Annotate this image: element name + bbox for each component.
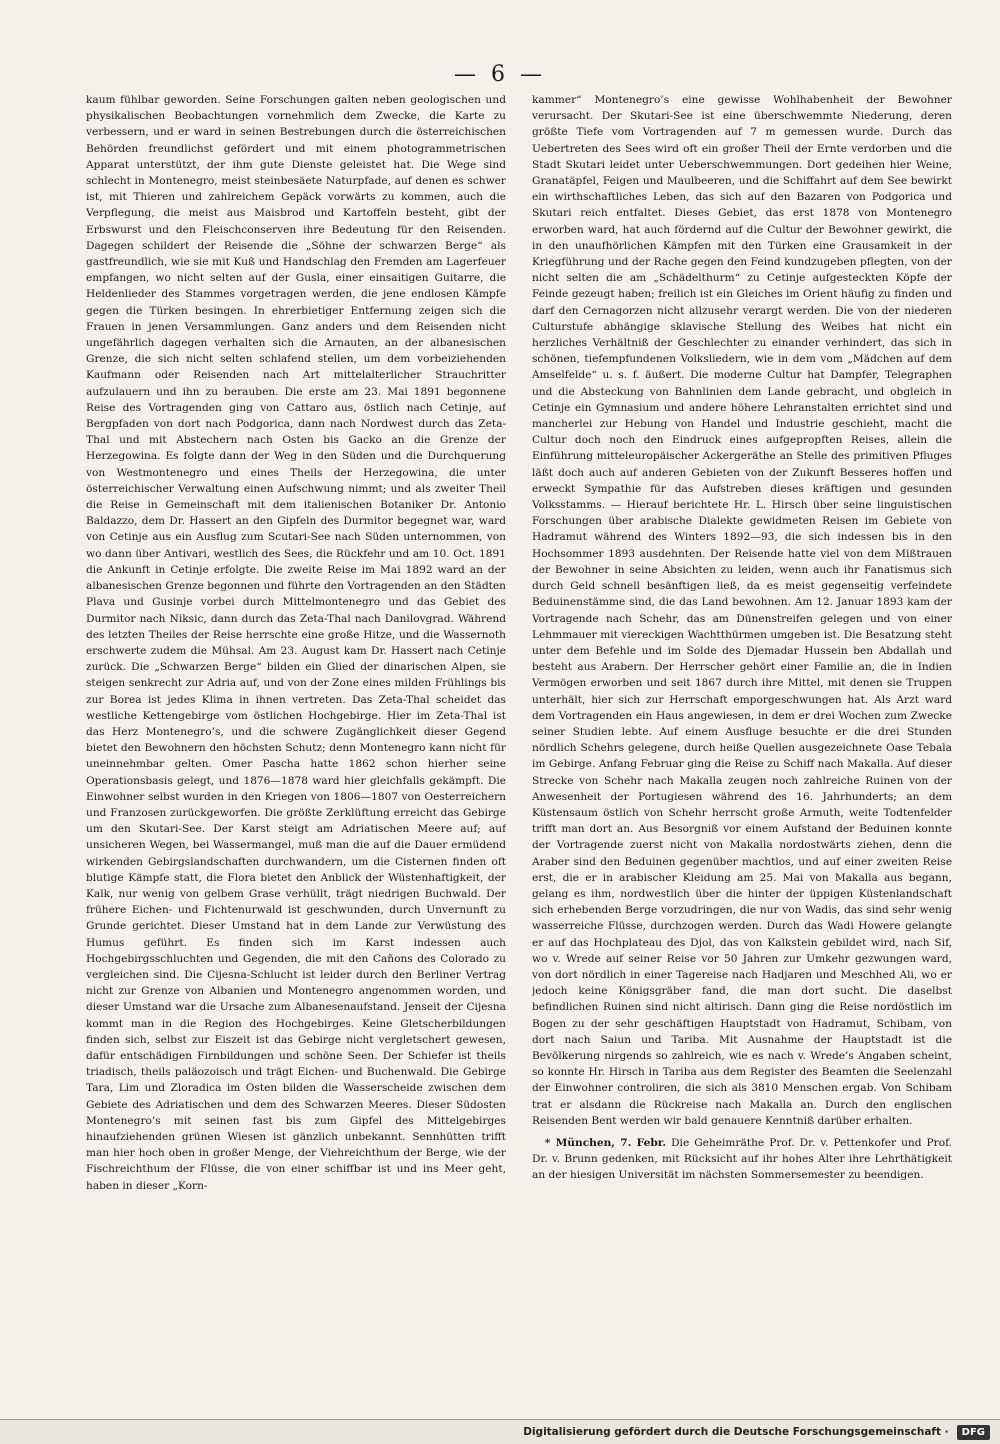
footer-credit: Digitalisierung gefördert durch die Deutsche Forschungsgemeinschaft · [523,1426,949,1438]
left-column-text: kaum fühlbar geworden. Seine Forschungen galten neben geologischen und physikalischen Beobachtungen vornehmlich dem Zwecke, die Karte zu verbessern, und er ward in seinen Bestrebungen durch die österreichischen Behörden freundlichst gefördert und mit einem photogrammetrischen Apparat unterstützt, der ihm gute Dienste geleistet hat. Die Wege sind schlecht in Montenegro, meist steinbesäete Naturpfade, auf denen es schwer ist, mit Thieren und zahlreichem Gepäck vorwärts zu kommen, auch die Verpflegung, die meist aus Maisbrod und Kartoffeln besteht, gibt der Erbswurst und den Fleischconserven ihre Bedeutung für den Reisenden. Dagegen schildert der Reisende die „Söhne der schwarzen Berge“ als gastfreundlich, wie sie mit Kuß und Handschlag den Fremden am Lagerfeuer empfangen, wo nicht selten auf der Gusla, einer einsaitigen Guitarre, die Heldenlieder des Stammes vorgetragen werden, die jene endlosen Kämpfe gegen die Türken besingen. In ehrerbietiger Entfernung zeigen sich die Frauen in jenen Versammlungen. Ganz anders und dem Reisenden nicht ungefährlich dagegen verhalten sich die Arnauten, an der albanesischen Grenze, die sich nicht selten schlafend stellen, um dem vorbeiziehenden Kaufmann oder Reisenden nach Art mittelalterlicher Strauchritter aufzulauern und ihn zu berauben. Die erste am 23. Mai 1891 begonnene Reise des Vortragenden ging von Cattaro aus, östlich nach Cetinje, auf Bergpfaden von dort nach Podgorica, dann nach Nordwest durch das Zeta-Thal und mit Abstechern nach Osten bis Gacko an die Grenze der Herzegowina. Es folgte dann der Weg in den Süden und die Durchquerung von Westmontenegro und eines Theils der Herzegowina, die unter österreichischer Verwaltung einen Aufschwung nimmt; und als zweiter Theil die Reise in Gemeinschaft mit dem italienischen Botaniker Dr. Antonio Baldazzo, dem Dr. Hassert an den Gipfeln des Durmitor begegnet war, ward von Cetinje aus ein Ausflug zum Scutari-See nach Süden unternommen, von wo dann über Antivari, westlich des Sees, die Rückfehr und am 10. Oct. 1891 die Ankunft in Cetinje erfolgte. Die zweite Reise im Mai 1892 ward an der albanesischen Grenze begonnen und führte den Vortragenden an den Städten Plava und Gusinje vorbei durch Mittelmontenegro und das Gebiet des Durmitor nach Niksic, dann durch das Zeta-Thal nach Danilovgrad. Während des letzten Theiles der Reise herrschte eine große Hitze, und die Wassernoth erschwerte zudem die Mühsal. Am 23. August kam Dr. Hassert nach Cetinje zurück. Die „Schwarzen Berge“ bilden ein Glied der dinarischen Alpen, sie steigen senkrecht zur Adria auf, und von der Zone eines milden Frühlings bis zur Borea ist jedes Klima in ihnen vertreten. Das Zeta-Thal scheidet das westliche Kettengebirge vom östlichen Hochgebirge. Hier im Zeta-Thal ist das Herz Montenegro’s, und die schwere Zugänglichkeit dieser Gegend bietet den Bewohnern den höchsten Schutz; denn Montenegro kann nicht für uneinnehmbar gelten. Omer Pascha hatte 1862 schon hierher seine Operationsbasis gelegt, und 1876—1878 ward hier gleichfalls gekämpft. Die Einwohner selbst wurden in den Kriegen von 1806—1807 von Oesterreichern und Franzosen zurückgeworfen. Die größte Zerklüftung erreicht das Gebirge um den Skutari-See. Der Karst steigt am Adriatischen Meere auf; auf unsicheren Wegen, bei Wassermangel, muß man die auf die Dauer ermüdend wirkenden Gebirgslandschaften durchwandern, um die Cisternen finden oft blutige Kämpfe statt, die Flora bietet den Anblick der Wüstenhaftigkeit, der Kalk, nur wenig von gelbem Grase verhüllt, trägt niedrigen Buchwald. Der frühere Eichen- und Fichtenurwald ist geschwunden, durch Unvernunft zu Grunde gerichtet. Dieser Umstand hat in dem Lande zur Verwüstung des Humus geführt. Es finden sich im Karst indessen auch Hochgebirgsschluchten und Gegenden, die mit den Cañons des Colorado zu vergleichen sind. Die Cijesna-Schlucht ist leider durch den Berliner Vertrag nicht zur Grenze von Albanien und Montenegro angenommen worden, und dieser Umstand war die Ursache zum Albanesenaufstand. Jenseit der Cijesna kommt man in die Region des Hochgebirges. Keine Gletscherbildungen finden sich, selbst zur Eiszeit ist das Gebirge nicht vergletschert gewesen, dafür entschädigen Firnbildungen und schöne Seen. Der Schiefer ist theils triadisch, theils paläozoisch und trägt Eichen- und Buchenwald. Die Gebirge Tara, Lim und Zloradica im Osten bilden die Wasserscheide zwischen dem Gebiete des Adriatischen und dem des Schwarzen Meeres. Dieser Südosten Montenegro’s mit seinen fast bis zum Gipfel des Mittelgebirges hinaufziehenden grünen Wiesen ist gänzlich unbekannt. Sennhütten trifft man hier hoch oben in großer Menge, der Viehreichthum der Berge, wie der Fischreichthum der Flüsse, die von einer schiffbar ist und ins Meer geht, haben in dieser „Korn- [86,94,506,1192]
right-column [532,92,952,1382]
dfg-logo: DFG [957,1425,990,1440]
news-dateline: * München, 7. Febr. [544,1137,667,1149]
left-column [86,92,506,1382]
news-item [532,1135,952,1184]
page-number: — 6 — [454,62,546,87]
digitization-footer [0,1419,1000,1444]
news-text: Die Geheimräthe Prof. Dr. v. Pettenkofer und Prof. Dr. v. Brunn gedenken, mit Rücksicht auf ihr hohes Alter ihre Lehrthätigkeit an der hiesigen Universität im nächsten Sommersemester zu beendigen. [532,1137,952,1182]
right-column-text: kammer“ Montenegro’s eine gewisse Wohlhabenheit der Bewohner verursacht. Der Skutari-See ist eine überschwemmte Niederung, deren größte Tiefe vom Vortragenden auf 7 m gemessen wurde. Durch das Uebertreten des Sees wird oft ein großer Theil der Ernte verdorben und die Stadt Skutari leidet unter Ueberschwemmungen. Dort gedeihen hier Weine, Granatäpfel, Feigen und Maulbeeren, und die Schiffahrt auf dem See bewirkt ein wirthschaftliches Leben, das sich auf den Bazaren von Podgorica und Skutari reich entfaltet. Dieses Gebiet, das erst 1878 von Montenegro erworben ward, hat auch fördernd auf die Cultur der Bewohner gewirkt, die in den unaufhörlichen Kämpfen mit den Türken eine Grausamkeit in der Kriegführung und der Rache gegen den Feind kundzugeben pflegten, von der nicht selten die am „Schädelthurm“ zu Cetinje aufgesteckten Köpfe der Feinde gezeugt haben; freilich ist ein Gleiches im Orient häufig zu finden und darf den Cernagorzen nicht allzusehr verargt werden. Die von der niederen Culturstufe abhängige sklavische Stellung des Weibes hat nicht ein herzliches Verhältniß der Geschlechter zu einander verhindert, das sich in schönen, tiefempfundenen Volksliedern, wie in dem vom „Mädchen auf dem Amselfelde“ u. s. f. äußert. Die moderne Cultur hat Dampfer, Telegraphen und die Absteckung von Bahnlinien dem Lande gebracht, und obgleich in Cetinje ein Gymnasium und andere höhere Lehranstalten errichtet sind und mancherlei zur Hebung von Handel und Industrie geschieht, macht die Cultur doch noch den Eindruck eines aufgepropften Reises, allein die Einführung mitteleuropäischer Ackergeräthe an Stelle des primitiven Pfluges läßt doch auch auf anderen Gebieten von der Zukunft Besseres hoffen und erweckt Sympathie für das Aufstreben dieses kräftigen und gesunden Volksstamms. — Hierauf berichtete Hr. L. Hirsch über seine linguistischen Forschungen über arabische Dialekte gewidmeten Reisen im Gebiete von Hadramut während des Winters 1892—93, die sich indessen bis in den Hochsommer 1893 ausdehnten. Der Reisende hatte viel von dem Mißtrauen der Bewohner in seine Absichten zu leiden, wenn auch ihr Fanatismus sich durch Geld schnell besänftigen ließ, da es meist gegenseitig verfeindete Beduinenstämme sind, die das Land bewohnen. Am 12. Januar 1893 kam der Vortragende nach Schehr, das am Dünenstreifen gelegen und von einer Lehmmauer mit viereckigen Wachtthürmen umgeben ist. Die Besatzung steht unter dem Befehle und im Solde des Djemadar Hussein ben Abdallah und besteht aus Arabern. Der Herrscher gehört einer Familie an, die in Indien Vermögen erworben und seit 1867 durch ihre Mittel, mit denen sie Truppen unterhält, hier sich zur Herrschaft emporgeschwungen hat. Als Arzt ward dem Vortragenden ein Haus angewiesen, in dem er drei Wochen zum Zwecke seiner Studien lebte. Auf einem Ausfluge besuchte er die drei Stunden nördlich Schehrs gelegene, durch heiße Quellen ausgezeichnete Oase Tebala im Gebirge. Anfang Februar ging die Reise zu Schiff nach Makalla. Auf dieser Strecke von Schehr nach Makalla zeugen noch zahlreiche Ruinen von der Anwesenheit der Portugiesen während des 16. Jahrhunderts; an dem Küstensaum östlich von Schehr herrscht große Armuth, weite Todtenfelder trifft man dort an. Aus Besorgniß vor einem Aufstand der Beduinen konnte der Vortragende zuerst nicht von Makalla nordostwärts ziehen, denn die Araber sind den Beduinen gegenüber machtlos, und auf einer zweiten Reise erst, die er in arabischer Kleidung am 25. Mai von Makalla aus begann, gelang es ihm, nordwestlich über die hinter der üppigen Küstenlandschaft sich erhebenden Berge vorzudringen, die nur von Wadis, das sind sehr wenig wasserreiche Flüsse, durchzogen werden. Durch das Wadi Howere gelangte er auf das Hochplateau des Djol, das von Kalkstein gebildet wird, nach Sif, wo v. Wrede auf seiner Reise vor 50 Jahren zur Umkehr gezwungen ward, von dort nördlich in einer Tagereise nach Hadjaren und Meschhed Ali, wo er jedoch keine Königsgräber fand, die man dort sucht. Die daselbst befindlichen Ruinen sind nicht altirisch. Dann ging die Reise nordöstlich im Bogen zu der sehr geschäftigen Hauptstadt von Hadramut, Schibam, von dort nach Saiun und Tariba. Mit Ausnahme der Hauptstadt ist die Bevölkerung nirgends so zahlreich, wie es nach v. Wrede’s Angaben scheint, so konnte Hr. Hirsch in Tariba aus dem Register des Beamten die Seelenzahl der Einwohner controliren, die sich als 3810 Menschen ergab. Von Schibam trat er alsdann die Rückreise nach Makalla an. Durch den englischen Reisenden Bent werden wir bald genauere Kenntniß darüber erhalten. [532,94,952,1127]
